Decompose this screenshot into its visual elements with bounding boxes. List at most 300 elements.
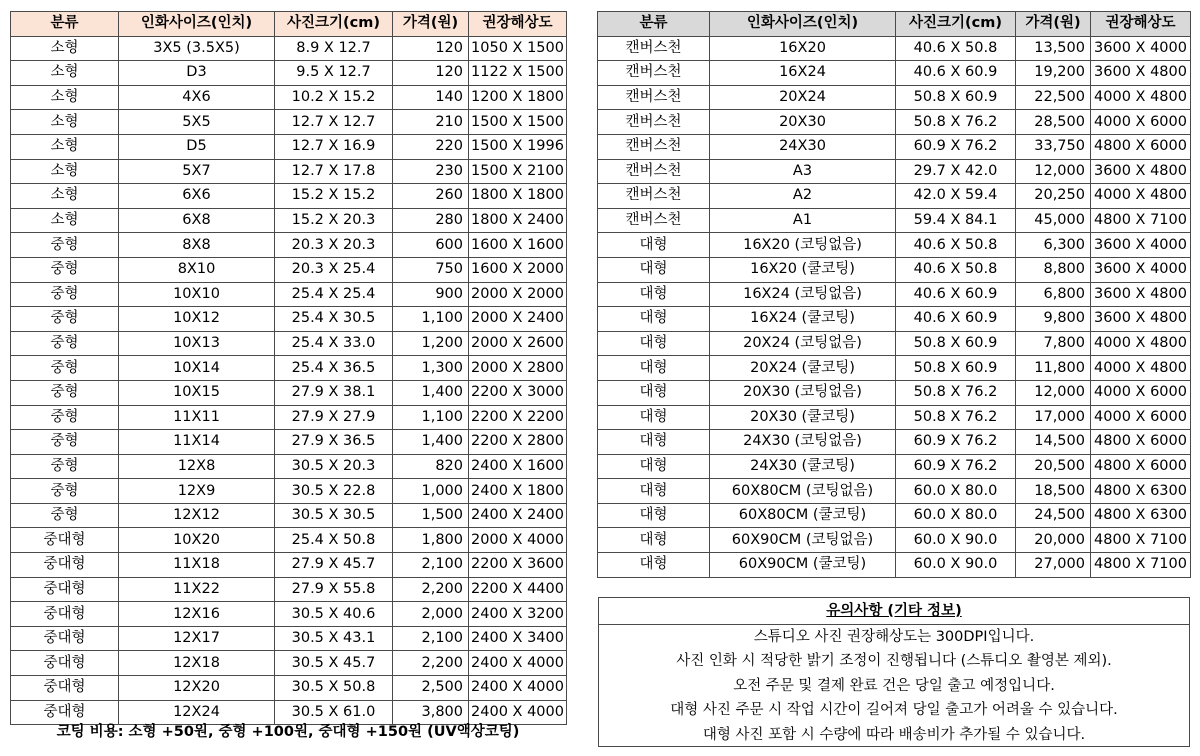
cell-price: 11,800	[1016, 356, 1091, 381]
table-row	[11, 134, 567, 159]
table-row	[598, 454, 1191, 479]
table-row	[11, 651, 567, 676]
cell-resolution: 2000 X 2800	[469, 356, 567, 381]
cell-price: 1,100	[393, 307, 469, 332]
table-row	[11, 331, 567, 356]
cell-price: 1,400	[393, 380, 469, 405]
table-row	[598, 380, 1191, 405]
cell-print-size: 60X80CM (쿨코팅)	[710, 503, 896, 528]
cell-price: 19,200	[1016, 61, 1091, 86]
cell-photo-size: 30.5 X 20.3	[275, 454, 393, 479]
cell-photo-size: 30.5 X 50.8	[275, 676, 393, 701]
cell-category: 대형	[598, 257, 710, 282]
cell-price: 2,200	[393, 577, 469, 602]
cell-category: 중형	[11, 405, 119, 430]
cell-print-size: 10X20	[119, 528, 275, 553]
cell-resolution: 1122 X 1500	[469, 61, 567, 86]
cell-print-size: D5	[119, 134, 275, 159]
cell-photo-size: 8.9 X 12.7	[275, 36, 393, 61]
cell-category: 소형	[11, 134, 119, 159]
cell-category: 중형	[11, 356, 119, 381]
notice-line: 대형 사진 주문 시 작업 시간이 길어져 당일 출고가 어려울 수 있습니다.	[670, 702, 1118, 719]
cell-price: 2,000	[393, 602, 469, 627]
cell-print-size: 24X30 (쿨코팅)	[710, 454, 896, 479]
cell-print-size: 10X12	[119, 307, 275, 332]
cell-category: 대형	[598, 356, 710, 381]
cell-price: 1,400	[393, 430, 469, 455]
cell-category: 중대형	[11, 602, 119, 627]
cell-resolution: 4800 X 6000	[1091, 430, 1191, 455]
cell-photo-size: 50.8 X 60.9	[896, 331, 1016, 356]
table-row	[11, 602, 567, 627]
table-row	[598, 110, 1191, 135]
cell-category: 중형	[11, 454, 119, 479]
cell-print-size: 16X20	[710, 36, 896, 61]
table-row	[598, 61, 1191, 86]
cell-price: 20,250	[1016, 184, 1091, 209]
cell-price: 220	[393, 134, 469, 159]
table-row	[11, 233, 567, 258]
cell-print-size: 12X12	[119, 503, 275, 528]
table-row	[11, 85, 567, 110]
cell-price: 7,800	[1016, 331, 1091, 356]
cell-resolution: 2000 X 2000	[469, 282, 567, 307]
cell-price: 13,500	[1016, 36, 1091, 61]
cell-photo-size: 50.8 X 60.9	[896, 356, 1016, 381]
table-row	[598, 528, 1191, 553]
table-row	[11, 405, 567, 430]
cell-photo-size: 25.4 X 25.4	[275, 282, 393, 307]
table-row	[11, 676, 567, 701]
cell-print-size: 12X18	[119, 651, 275, 676]
cell-photo-size: 25.4 X 33.0	[275, 331, 393, 356]
cell-print-size: 8X10	[119, 257, 275, 282]
table-row	[11, 257, 567, 282]
cell-resolution: 1200 X 1800	[469, 85, 567, 110]
cell-photo-size: 25.4 X 36.5	[275, 356, 393, 381]
cell-resolution: 1600 X 1600	[469, 233, 567, 258]
cell-photo-size: 25.4 X 50.8	[275, 528, 393, 553]
cell-category: 중형	[11, 307, 119, 332]
table-row	[598, 233, 1191, 258]
cell-print-size: 60X90CM (코팅없음)	[710, 528, 896, 553]
table-row	[11, 454, 567, 479]
cell-category: 중대형	[11, 651, 119, 676]
cell-resolution: 1050 X 1500	[469, 36, 567, 61]
cell-price: 8,800	[1016, 257, 1091, 282]
cell-price: 12,000	[1016, 380, 1091, 405]
cell-resolution: 4000 X 4800	[1091, 331, 1191, 356]
table-row	[11, 282, 567, 307]
cell-print-size: 12X9	[119, 479, 275, 504]
cell-print-size: 10X14	[119, 356, 275, 381]
cell-price: 22,500	[1016, 85, 1091, 110]
notice-line: 스튜디오 사진 권장해상도는 300DPI입니다.	[753, 629, 1035, 645]
cell-resolution: 4000 X 6000	[1091, 380, 1191, 405]
cell-resolution: 2200 X 2800	[469, 430, 567, 455]
cell-resolution: 4800 X 7100	[1091, 528, 1191, 553]
cell-photo-size: 40.6 X 60.9	[896, 282, 1016, 307]
table-row	[11, 356, 567, 381]
cell-photo-size: 12.7 X 17.8	[275, 159, 393, 184]
cell-resolution: 3600 X 4800	[1091, 61, 1191, 86]
cell-photo-size: 27.9 X 45.7	[275, 553, 393, 578]
cell-photo-size: 30.5 X 40.6	[275, 602, 393, 627]
cell-photo-size: 59.4 X 84.1	[896, 208, 1016, 233]
cell-resolution: 2400 X 4000	[469, 651, 567, 676]
cell-price: 20,500	[1016, 454, 1091, 479]
header-category: 분류	[11, 12, 119, 37]
cell-photo-size: 20.3 X 20.3	[275, 233, 393, 258]
table-row	[598, 282, 1191, 307]
cell-print-size: 24X30 (코팅없음)	[710, 430, 896, 455]
cell-print-size: 12X17	[119, 626, 275, 651]
table-row	[11, 626, 567, 651]
cell-print-size: 20X24	[710, 85, 896, 110]
cell-print-size: 6X8	[119, 208, 275, 233]
header-category: 분류	[598, 12, 710, 37]
cell-print-size: 11X11	[119, 405, 275, 430]
cell-price: 820	[393, 454, 469, 479]
cell-resolution: 4000 X 6000	[1091, 110, 1191, 135]
cell-photo-size: 20.3 X 25.4	[275, 257, 393, 282]
cell-category: 캔버스천	[598, 61, 710, 86]
cell-price: 1,500	[393, 503, 469, 528]
table-row	[598, 85, 1191, 110]
cell-category: 중형	[11, 331, 119, 356]
table-row	[598, 331, 1191, 356]
cell-resolution: 1500 X 1996	[469, 134, 567, 159]
cell-price: 1,200	[393, 331, 469, 356]
table-row	[598, 356, 1191, 381]
header-resolution: 권장해상도	[469, 12, 567, 37]
cell-price: 1,300	[393, 356, 469, 381]
cell-price: 280	[393, 208, 469, 233]
cell-resolution: 4000 X 4800	[1091, 85, 1191, 110]
table-row	[598, 184, 1191, 209]
cell-resolution: 2400 X 4000	[469, 676, 567, 701]
cell-category: 소형	[11, 184, 119, 209]
cell-category: 소형	[11, 159, 119, 184]
table-header-row	[598, 12, 1191, 37]
cell-price: 3,800	[393, 700, 469, 725]
cell-photo-size: 40.6 X 50.8	[896, 233, 1016, 258]
cell-print-size: 20X30 (코팅없음)	[710, 380, 896, 405]
cell-category: 중대형	[11, 553, 119, 578]
table-row	[11, 110, 567, 135]
cell-print-size: 16X24 (코팅없음)	[710, 282, 896, 307]
cell-category: 중형	[11, 282, 119, 307]
table-row	[11, 577, 567, 602]
cell-category: 중형	[11, 380, 119, 405]
cell-print-size: 12X16	[119, 602, 275, 627]
cell-price: 750	[393, 257, 469, 282]
cell-photo-size: 12.7 X 16.9	[275, 134, 393, 159]
cell-price: 120	[393, 36, 469, 61]
cell-category: 대형	[598, 307, 710, 332]
cell-category: 중형	[11, 257, 119, 282]
cell-print-size: A3	[710, 159, 896, 184]
cell-photo-size: 25.4 X 30.5	[275, 307, 393, 332]
header-photo-size: 사진크기(cm)	[275, 12, 393, 37]
cell-category: 대형	[598, 479, 710, 504]
cell-print-size: 4X6	[119, 85, 275, 110]
cell-category: 캔버스천	[598, 159, 710, 184]
cell-resolution: 3600 X 4000	[1091, 233, 1191, 258]
cell-print-size: 16X24	[710, 61, 896, 86]
cell-category: 소형	[11, 61, 119, 86]
cell-resolution: 2000 X 2400	[469, 307, 567, 332]
cell-category: 중대형	[11, 577, 119, 602]
cell-price: 2,200	[393, 651, 469, 676]
cell-resolution: 2400 X 3200	[469, 602, 567, 627]
notice-box	[598, 597, 1190, 747]
table-row	[11, 36, 567, 61]
cell-print-size: D3	[119, 61, 275, 86]
small-medium-price-table	[10, 11, 567, 725]
cell-photo-size: 40.6 X 60.9	[896, 61, 1016, 86]
cell-category: 소형	[11, 208, 119, 233]
cell-category: 중대형	[11, 626, 119, 651]
table-row	[598, 36, 1191, 61]
cell-price: 18,500	[1016, 479, 1091, 504]
cell-resolution: 4000 X 4800	[1091, 356, 1191, 381]
cell-print-size: 8X8	[119, 233, 275, 258]
cell-resolution: 2400 X 3400	[469, 626, 567, 651]
cell-resolution: 1800 X 2400	[469, 208, 567, 233]
cell-category: 소형	[11, 36, 119, 61]
canvas-large-price-table	[597, 11, 1191, 578]
cell-category: 캔버스천	[598, 208, 710, 233]
cell-category: 캔버스천	[598, 36, 710, 61]
table-header-row	[11, 12, 567, 37]
cell-category: 중형	[11, 430, 119, 455]
table-row	[11, 553, 567, 578]
cell-photo-size: 30.5 X 22.8	[275, 479, 393, 504]
notice-line: 사진 인화 시 적당한 밝기 조정이 진행됩니다 (스튜디오 촬영본 제외).	[676, 653, 1112, 670]
cell-print-size: 12X24	[119, 700, 275, 725]
cell-price: 14,500	[1016, 430, 1091, 455]
cell-photo-size: 27.9 X 38.1	[275, 380, 393, 405]
cell-photo-size: 15.2 X 15.2	[275, 184, 393, 209]
notice-title: 유의사항 (기타 정보)	[599, 598, 1189, 625]
cell-print-size: 16X20 (코팅없음)	[710, 233, 896, 258]
table-row	[11, 430, 567, 455]
cell-print-size: 10X15	[119, 380, 275, 405]
table-row	[11, 479, 567, 504]
cell-resolution: 2400 X 1600	[469, 454, 567, 479]
table-row	[598, 208, 1191, 233]
cell-category: 캔버스천	[598, 85, 710, 110]
cell-print-size: 5X5	[119, 110, 275, 135]
cell-resolution: 2400 X 4000	[469, 700, 567, 725]
cell-print-size: 5X7	[119, 159, 275, 184]
table-row	[11, 503, 567, 528]
cell-print-size: 3X5 (3.5X5)	[119, 36, 275, 61]
cell-photo-size: 60.0 X 80.0	[896, 503, 1016, 528]
notice-line: 오전 주문 및 결제 완료 건은 당일 출고 예정입니다.	[733, 677, 1055, 694]
cell-resolution: 3600 X 4800	[1091, 159, 1191, 184]
cell-price: 20,000	[1016, 528, 1091, 553]
cell-category: 대형	[598, 282, 710, 307]
cell-print-size: A1	[710, 208, 896, 233]
table-row	[598, 405, 1191, 430]
cell-resolution: 4800 X 6000	[1091, 134, 1191, 159]
cell-price: 1,100	[393, 405, 469, 430]
cell-photo-size: 60.0 X 80.0	[896, 479, 1016, 504]
table-row	[11, 159, 567, 184]
cell-category: 중대형	[11, 528, 119, 553]
cell-print-size: 20X30	[710, 110, 896, 135]
cell-category: 대형	[598, 454, 710, 479]
cell-price: 6,800	[1016, 282, 1091, 307]
cell-resolution: 3600 X 4000	[1091, 36, 1191, 61]
cell-category: 캔버스천	[598, 184, 710, 209]
cell-price: 1,000	[393, 479, 469, 504]
header-print-size: 인화사이즈(인치)	[710, 12, 896, 37]
cell-resolution: 2000 X 2600	[469, 331, 567, 356]
cell-print-size: 60X80CM (코팅없음)	[710, 479, 896, 504]
cell-photo-size: 60.0 X 90.0	[896, 553, 1016, 578]
cell-price: 210	[393, 110, 469, 135]
table-row	[598, 257, 1191, 282]
cell-photo-size: 27.9 X 27.9	[275, 405, 393, 430]
cell-resolution: 1800 X 1800	[469, 184, 567, 209]
cell-photo-size: 30.5 X 30.5	[275, 503, 393, 528]
cell-category: 캔버스천	[598, 134, 710, 159]
cell-category: 중형	[11, 503, 119, 528]
cell-photo-size: 30.5 X 45.7	[275, 651, 393, 676]
cell-category: 대형	[598, 528, 710, 553]
cell-photo-size: 12.7 X 12.7	[275, 110, 393, 135]
table-row	[598, 503, 1191, 528]
cell-print-size: 16X20 (쿨코팅)	[710, 257, 896, 282]
cell-print-size: 20X30 (쿨코팅)	[710, 405, 896, 430]
cell-photo-size: 60.9 X 76.2	[896, 430, 1016, 455]
cell-print-size: 16X24 (쿨코팅)	[710, 307, 896, 332]
cell-print-size: 10X13	[119, 331, 275, 356]
cell-category: 대형	[598, 405, 710, 430]
table-row	[598, 307, 1191, 332]
cell-photo-size: 15.2 X 20.3	[275, 208, 393, 233]
cell-price: 17,000	[1016, 405, 1091, 430]
cell-photo-size: 60.9 X 76.2	[896, 134, 1016, 159]
cell-category: 대형	[598, 430, 710, 455]
cell-photo-size: 40.6 X 60.9	[896, 307, 1016, 332]
cell-resolution: 3600 X 4000	[1091, 257, 1191, 282]
cell-category: 대형	[598, 503, 710, 528]
table-row	[11, 307, 567, 332]
cell-photo-size: 10.2 X 15.2	[275, 85, 393, 110]
cell-price: 12,000	[1016, 159, 1091, 184]
cell-print-size: 60X90CM (쿨코팅)	[710, 553, 896, 578]
cell-photo-size: 40.6 X 50.8	[896, 257, 1016, 282]
cell-print-size: 12X20	[119, 676, 275, 701]
cell-resolution: 4800 X 6000	[1091, 454, 1191, 479]
table-row	[598, 134, 1191, 159]
table-row	[11, 208, 567, 233]
cell-print-size: A2	[710, 184, 896, 209]
cell-resolution: 4000 X 6000	[1091, 405, 1191, 430]
cell-print-size: 11X18	[119, 553, 275, 578]
cell-category: 중대형	[11, 676, 119, 701]
table-row	[598, 430, 1191, 455]
cell-photo-size: 60.9 X 76.2	[896, 454, 1016, 479]
cell-price: 2,100	[393, 626, 469, 651]
cell-price: 140	[393, 85, 469, 110]
cell-print-size: 20X24 (코팅없음)	[710, 331, 896, 356]
cell-category: 중대형	[11, 700, 119, 725]
table-row	[11, 528, 567, 553]
table-row	[11, 184, 567, 209]
cell-resolution: 2000 X 4000	[469, 528, 567, 553]
cell-photo-size: 40.6 X 50.8	[896, 36, 1016, 61]
header-price: 가격(원)	[1016, 12, 1091, 37]
header-photo-size: 사진크기(cm)	[896, 12, 1016, 37]
cell-photo-size: 9.5 X 12.7	[275, 61, 393, 86]
cell-category: 대형	[598, 331, 710, 356]
cell-price: 900	[393, 282, 469, 307]
cell-category: 중형	[11, 479, 119, 504]
cell-price: 230	[393, 159, 469, 184]
cell-resolution: 2200 X 3000	[469, 380, 567, 405]
cell-price: 9,800	[1016, 307, 1091, 332]
cell-resolution: 2400 X 2400	[469, 503, 567, 528]
cell-category: 대형	[598, 553, 710, 578]
notice-line: 대형 사진 포함 시 수량에 따라 배송비가 추가될 수 있습니다.	[702, 726, 1086, 743]
cell-price: 28,500	[1016, 110, 1091, 135]
table-row	[11, 61, 567, 86]
table-row	[598, 479, 1191, 504]
cell-photo-size: 30.5 X 43.1	[275, 626, 393, 651]
header-price: 가격(원)	[393, 12, 469, 37]
cell-resolution: 4800 X 6300	[1091, 479, 1191, 504]
header-print-size: 인화사이즈(인치)	[119, 12, 275, 37]
cell-price: 1,800	[393, 528, 469, 553]
cell-category: 대형	[598, 233, 710, 258]
cell-photo-size: 27.9 X 55.8	[275, 577, 393, 602]
header-resolution: 권장해상도	[1091, 12, 1191, 37]
cell-price: 2,100	[393, 553, 469, 578]
cell-photo-size: 30.5 X 61.0	[275, 700, 393, 725]
cell-category: 소형	[11, 85, 119, 110]
coating-cost-note: 코팅 비용: 소형 +50원, 중형 +100원, 중대형 +150원 (UV액상코팅)	[56, 724, 520, 740]
cell-photo-size: 50.8 X 76.2	[896, 405, 1016, 430]
cell-resolution: 2200 X 3600	[469, 553, 567, 578]
table-row	[598, 553, 1191, 578]
cell-category: 중형	[11, 233, 119, 258]
cell-photo-size: 50.8 X 76.2	[896, 110, 1016, 135]
cell-price: 24,500	[1016, 503, 1091, 528]
cell-photo-size: 27.9 X 36.5	[275, 430, 393, 455]
cell-price: 600	[393, 233, 469, 258]
cell-price: 27,000	[1016, 553, 1091, 578]
cell-resolution: 2400 X 1800	[469, 479, 567, 504]
cell-price: 33,750	[1016, 134, 1091, 159]
cell-resolution: 4800 X 7100	[1091, 553, 1191, 578]
cell-print-size: 11X14	[119, 430, 275, 455]
cell-print-size: 12X8	[119, 454, 275, 479]
cell-price: 2,500	[393, 676, 469, 701]
cell-print-size: 6X6	[119, 184, 275, 209]
cell-print-size: 20X24 (쿨코팅)	[710, 356, 896, 381]
cell-price: 120	[393, 61, 469, 86]
table-row	[11, 380, 567, 405]
cell-category: 소형	[11, 110, 119, 135]
cell-resolution: 4000 X 4800	[1091, 184, 1191, 209]
cell-resolution: 2200 X 2200	[469, 405, 567, 430]
cell-price: 45,000	[1016, 208, 1091, 233]
